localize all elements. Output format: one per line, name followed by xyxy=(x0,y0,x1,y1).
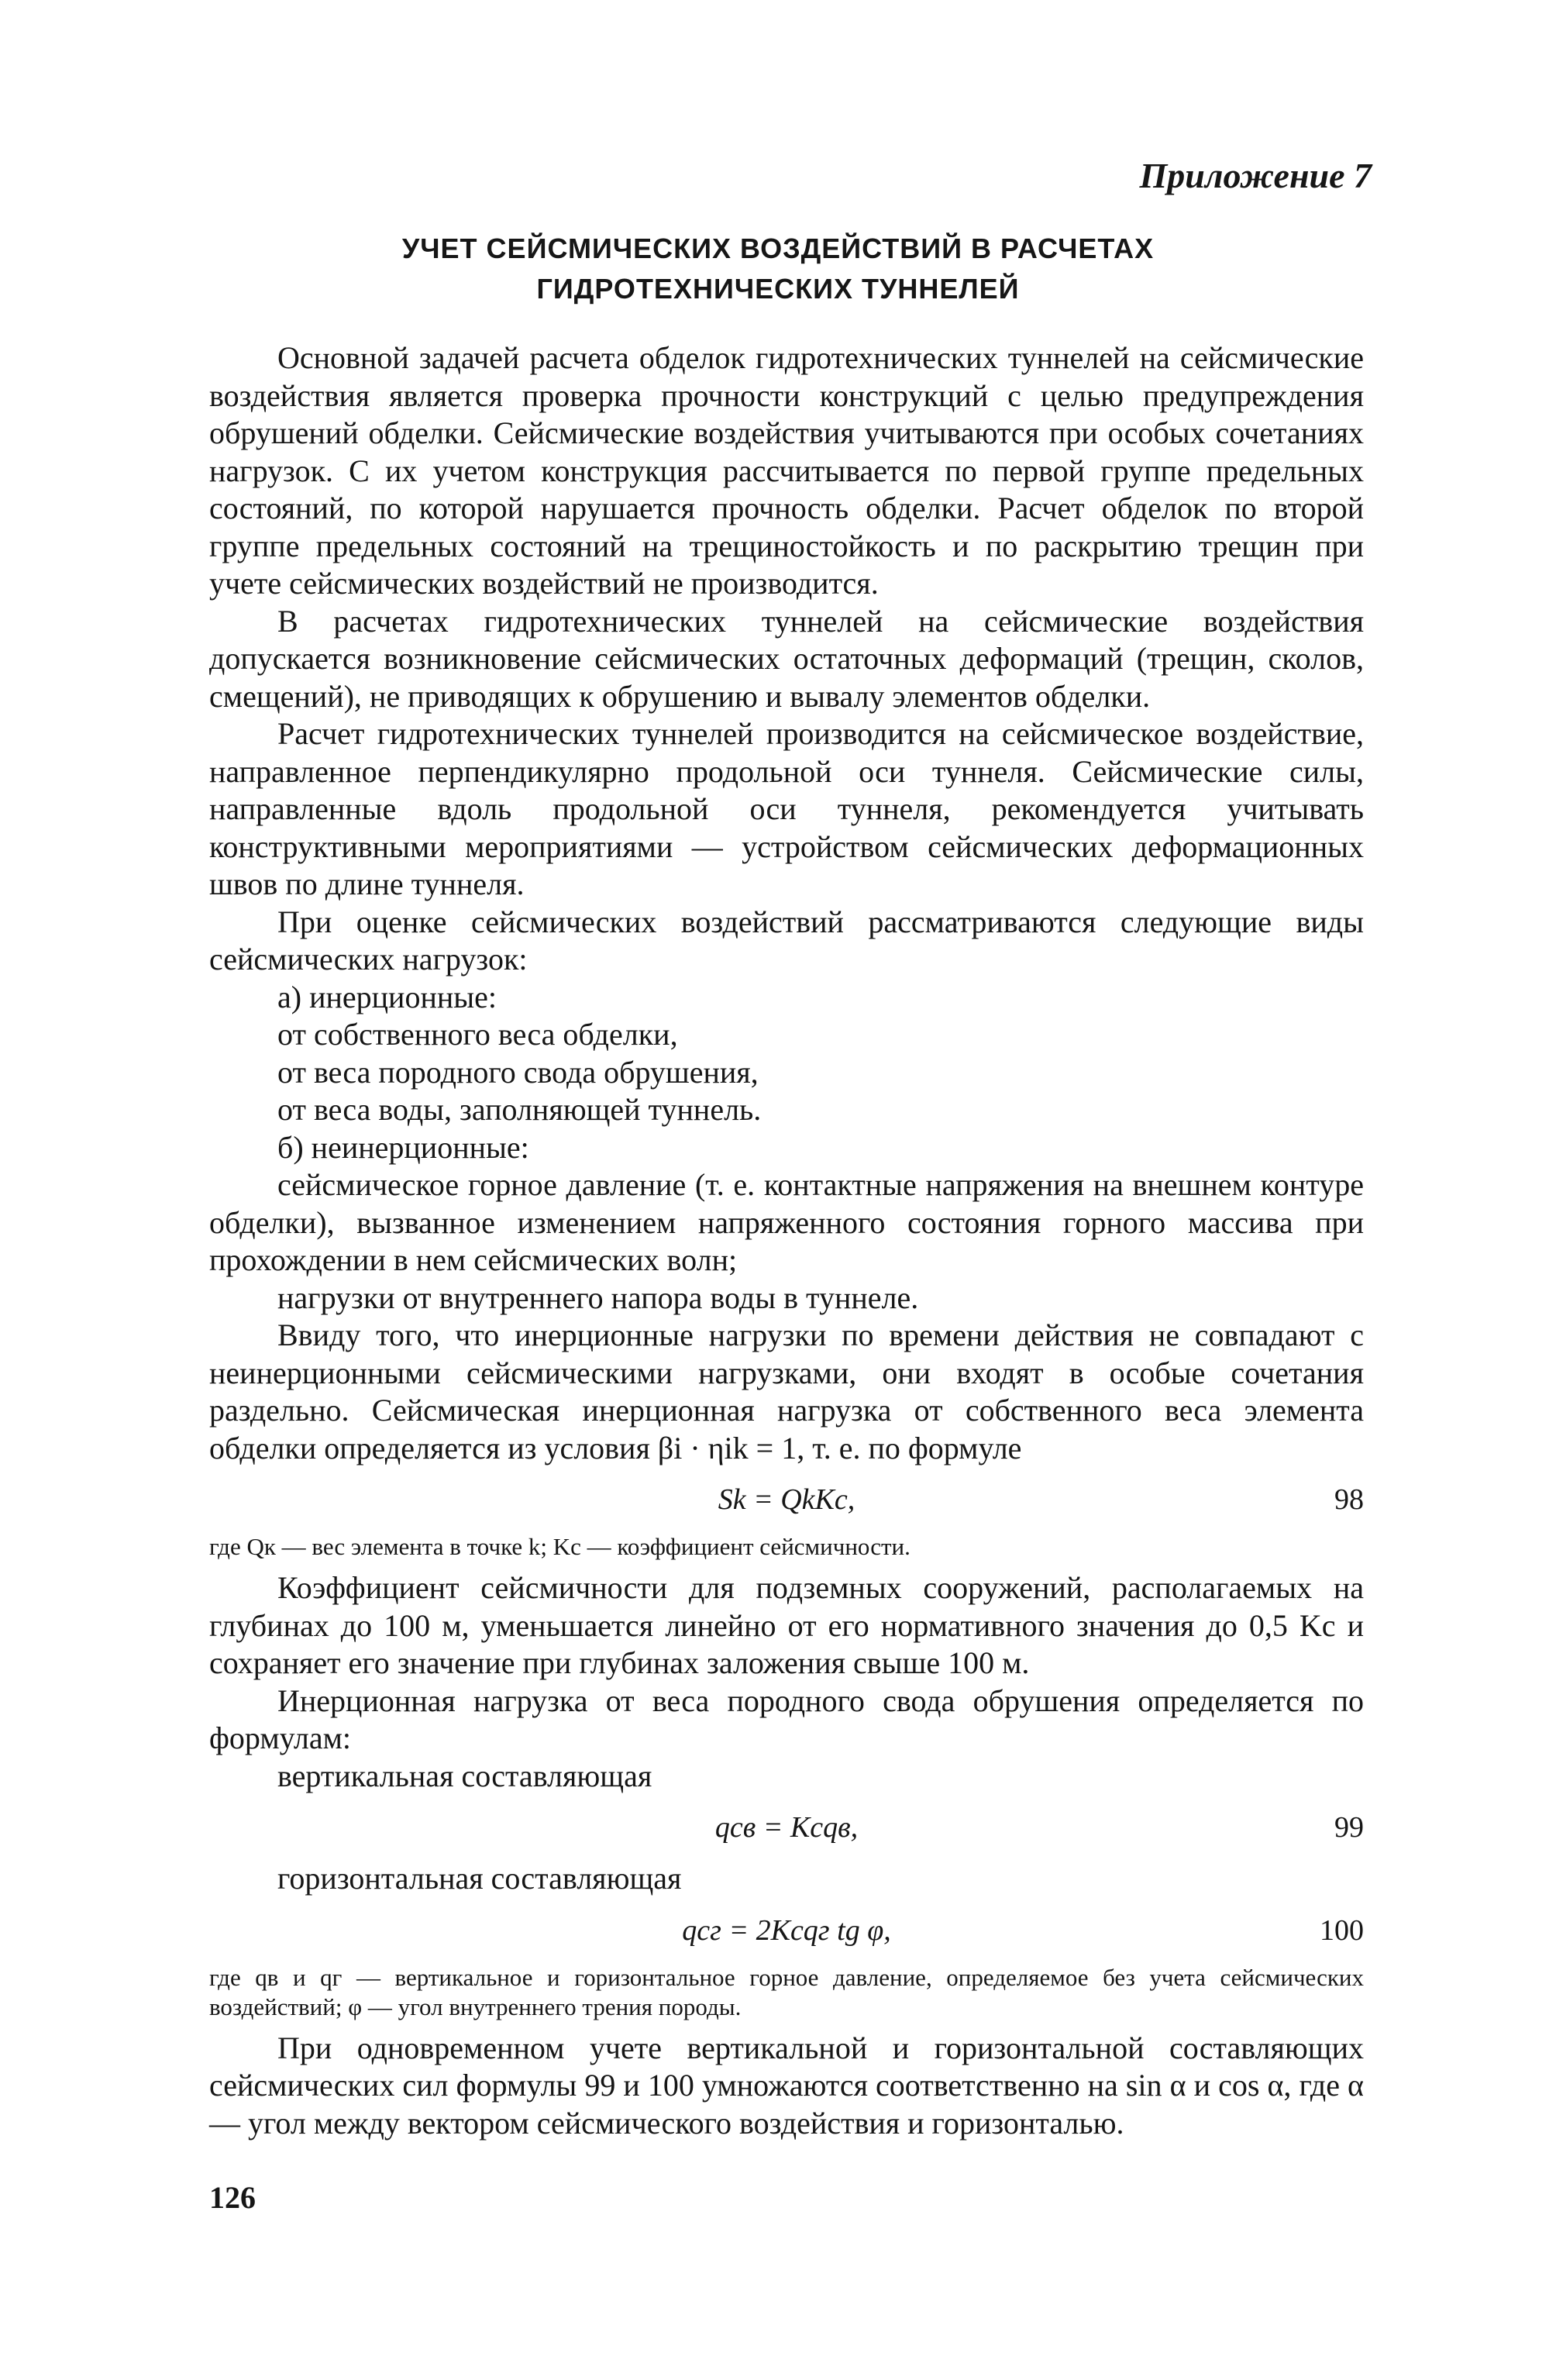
formula-expression: qcг = 2Kcqг tg φ, xyxy=(682,1913,891,1947)
page-number: 126 xyxy=(209,2180,256,2215)
formula-98 xyxy=(209,1476,1364,1523)
paragraph: Основной задачей расчета обделок гидротехнических туннелей на сейсмические воздействия является проверка прочности конструкций с целью предупреждения обрушений обделки. Сейсмические воздействия учитываются при особых сочетаниях нагрузок. С их учетом конструкция рассчитывается по первой группе предельных состояний, по которой нарушается прочность обделки. Расчет обделок по второй группе предельных состояний на трещиностойкость и по раскрытию трещин при учете сейсмических воздействий не производится. xyxy=(209,340,1364,601)
appendix-label: Приложение 7 xyxy=(1139,156,1372,195)
list-item: сейсмическое горное давление (т. е. контактные напряжения на внешнем контуре обделки), вызванное изменением напряженного состояния горного массива при прохождении в нем сейсмических волн; xyxy=(209,1167,1364,1277)
formula-number: 100 xyxy=(1320,1913,1364,1947)
paragraph: При одновременном учете вертикальной и горизонтальной составляющих сейсмических сил формулы 99 и 100 умножаются соответственно на sin α и cos α, где α — угол между вектором сейсмического воздействия и горизонталью. xyxy=(209,2030,1364,2141)
list-item: от веса воды, заполняющей туннель. xyxy=(277,1092,762,1127)
paragraph-line: вертикальная составляющая xyxy=(277,1758,652,1793)
formula-note: где Qк — вес элемента в точке k; Kc — коэффициент сейсмичности. xyxy=(209,1533,911,1560)
formula-100 xyxy=(209,1907,1364,1954)
formula-number: 98 xyxy=(1334,1483,1364,1516)
paragraph: В расчетах гидротехнических туннелей на сейсмические воздействия допускается возникновение сейсмических остаточных деформаций (трещин, сколов, смещений), не приводящих к обрушению и вывалу элементов обделки. xyxy=(209,603,1364,714)
formula-expression: qcв = Kcqв, xyxy=(714,1811,859,1844)
paragraph: Ввиду того, что инерционные нагрузки по времени действия не совпадают с неинерционными сейсмическими нагрузками, они входят в особые сочетания раздельно. Сейсмическая инерционная нагрузка от собственного веса элемента обделки определяется из условия βi · ηik = 1, т. е. по формуле xyxy=(209,1317,1364,1466)
paragraph-line: горизонтальная составляющая xyxy=(277,1861,682,1896)
list-item: нагрузки от внутреннего напора воды в туннеле. xyxy=(277,1280,919,1315)
list-item: от собственного веса обделки, xyxy=(277,1017,678,1052)
document-body xyxy=(209,339,1364,2142)
paragraph: Инерционная нагрузка от веса породного свода обрушения определяется по формулам: xyxy=(209,1683,1364,1755)
formula-number: 99 xyxy=(1334,1811,1364,1844)
formula-note: где qв и qг — вертикальное и горизонтальное горное давление, определяемое без учета сейсмических воздействий; φ — угол внутреннего трения породы. xyxy=(209,1963,1364,2020)
list-item: а) инерционные: xyxy=(277,979,497,1014)
title-line-2: ГИДРОТЕХНИЧЕСКИХ ТУННЕЛЕЙ xyxy=(536,273,1020,305)
list-item: б) неинерционные: xyxy=(277,1129,529,1165)
formula-expression: Sk = QkKc, xyxy=(718,1483,855,1516)
title-line-1: УЧЕТ СЕЙСМИЧЕСКИХ ВОЗДЕЙСТВИЙ В РАСЧЕТАХ xyxy=(401,232,1155,264)
paragraph: Коэффициент сейсмичности для подземных сооружений, располагаемых на глубинах до 100 м, уменьшается линейно от его нормативного значения до 0,5 Kc и сохраняет его значение при глубинах заложения свыше 100 м. xyxy=(209,1570,1364,1680)
formula-99 xyxy=(209,1804,1364,1851)
paragraph: Расчет гидротехнических туннелей производится на сейсмическое воздействие, направленное перпендикулярно продольной оси туннеля. Сейсмические силы, направленные вдоль продольной оси туннеля, рекомендуется учитывать конструктивными мероприятиями — устройством сейсмических деформационных швов по длине туннеля. xyxy=(209,716,1364,901)
list-item: от веса породного свода обрушения, xyxy=(277,1054,759,1090)
paragraph: При оценке сейсмических воздействий рассматриваются следующие виды сейсмических нагрузок: xyxy=(209,904,1364,976)
section-title xyxy=(0,229,1556,309)
